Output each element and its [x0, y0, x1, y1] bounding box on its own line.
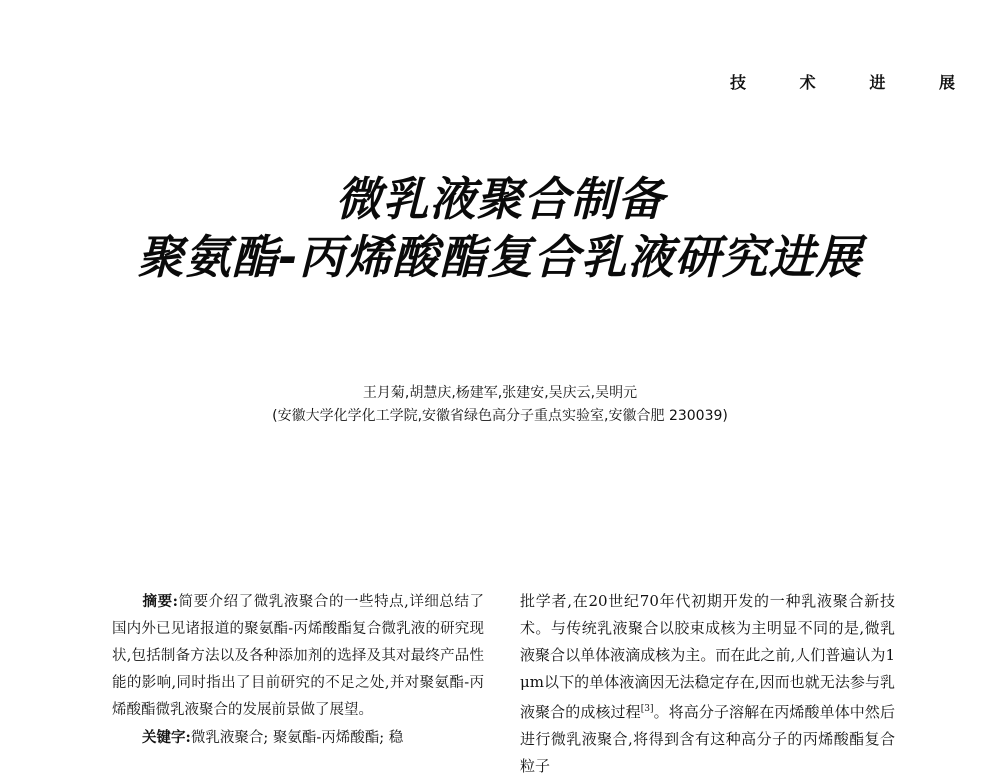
abstract-label: 摘要: — [142, 593, 178, 610]
abstract-column — [112, 588, 484, 752]
abstract-text: 简要介绍了微乳液聚合的一些特点,详细总结了国内外已见诸报道的聚氨酯-丙烯酸酯复合微乳液的研究现状,包括制备方法以及各种添加剂的选择及其对最终产品性能的影响,同时指出了目前研究的不足之处,并对聚氨酯-丙烯酸酯微乳液聚合的发展前景做了展望。 — [112, 594, 484, 718]
section-header — [730, 70, 955, 93]
title-line-1: 微乳液聚合制备 — [335, 172, 665, 226]
keywords-text: 微乳液聚合; 聚氨酯-丙烯酸酯; 稳 — [190, 730, 404, 746]
body-text: 批学者,在20世纪70年代初期开发的一种乳液聚合新技术。与传统乳液聚合以胶束成核为主明显不同的是,微乳液聚合以单体液滴成核为主。而在此之前,人们普遍认为1 μm以下的单体液滴因无法稳定存在,因而也就无法参与乳液聚合的成核过程 — [520, 592, 895, 721]
section-char: 术 — [799, 73, 816, 92]
paper-title — [0, 170, 1000, 286]
body-column — [520, 588, 895, 780]
affiliation: (安徽大学化学化工学院,安徽省绿色高分子重点实验室,安徽合肥 230039) — [272, 408, 728, 424]
title-line-2: 聚氨酯-丙烯酸酯复合乳液研究进展 — [137, 230, 863, 284]
section-char: 进 — [869, 73, 886, 92]
keywords-label: 关键字: — [142, 729, 191, 746]
section-char: 技 — [730, 73, 747, 92]
body-text-continued: 。将高分子溶解在丙烯酸单体中然后进行微乳液聚合,将得到含有这种高分子的丙烯酸酯复合粒子 — [520, 703, 895, 775]
citation-ref: [3] — [640, 704, 654, 714]
author-list: 王月菊,胡慧庆,杨建军,张建安,吴庆云,吴明元 — [362, 385, 638, 401]
section-char: 展 — [938, 73, 955, 92]
